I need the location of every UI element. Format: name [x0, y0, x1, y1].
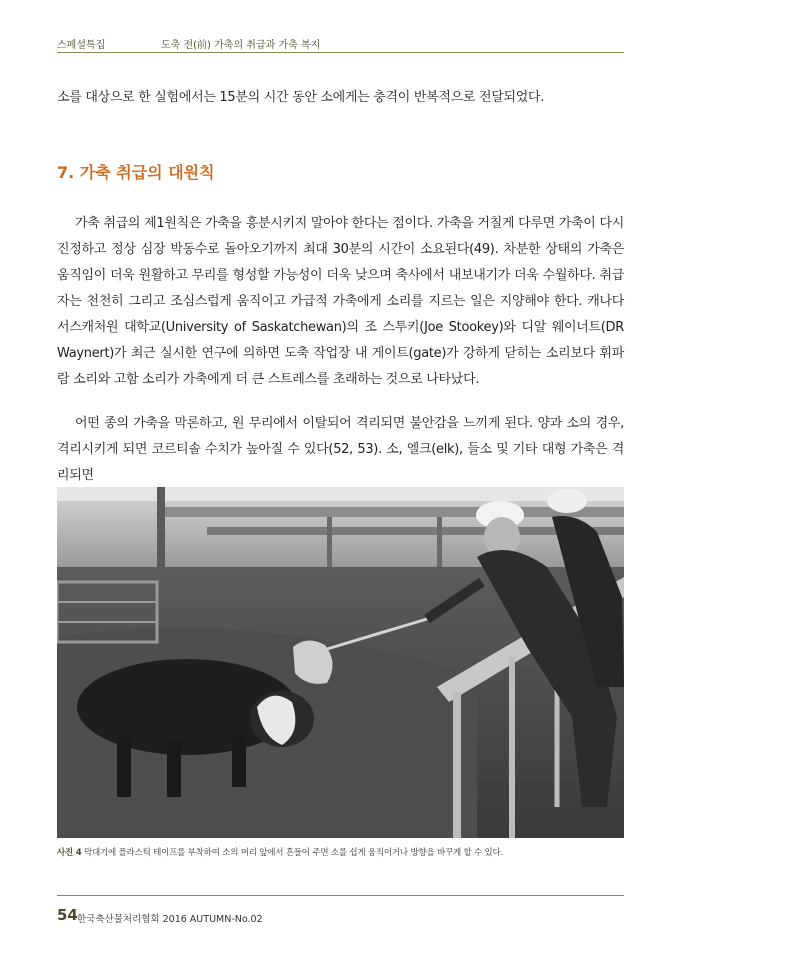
page-number: 54	[57, 906, 78, 924]
page-header	[57, 34, 624, 52]
footer-divider	[57, 895, 624, 896]
section-heading: 7. 가축 취급의 대원칙	[57, 163, 215, 182]
photo-cattle-handling	[57, 487, 624, 838]
header-divider	[57, 52, 624, 53]
intro-paragraph: 소를 대상으로 한 실험에서는 15분의 시간 동안 소에게는 충격이 반복적으로 전달되었다.	[57, 90, 545, 105]
photo-caption	[57, 846, 624, 858]
body-paragraph-1: 가축 취급의 제1원칙은 가축을 흥분시키지 말아야 한다는 점이다. 가축을 거칠게 다루면 가축이 다시 진정하고 정상 심장 박동수로 돌아오기까지 최대 30분의 시간이 소요된다(49). 차분한 상태의 가축은 움직임이 더욱 원활하고 무리를 형성할 가능성이 더욱 낮으며 축사에서 내보내기가 더욱 수월하다. 취급자는 천천히 그리고 조심스럽게 움직이고 가급적 가축에게 소리를 지르는 일은 지양해야 한다. 캐나다 서스캐처원 대학교(University of Saskatchewan)의 조 스투키(Joe Stookey)와 디알 웨이너트(DR Waynert)가 최근 실시한 연구에 의하면 도축 작업장 내 게이트(gate)가 강하게 닫히는 소리보다 휘파람 소리와 고함 소리가 가축에게 더 큰 스트레스를 초래하는 것으로 나타났다.	[57, 216, 624, 387]
caption-label: 사진 4	[57, 848, 82, 858]
body-paragraph-2: 어떤 종의 가축을 막론하고, 원 무리에서 이탈되어 격리되면 불안감을 느끼게 된다. 양과 소의 경우, 격리시키게 되면 코르티솔 수치가 높아질 수 있다(52, 53). 소, 엘크(elk), 들소 및 기타 대형 가축은 격리되면	[57, 416, 624, 483]
caption-text: 막대기에 플라스틱 테이프를 부착하여 소의 머리 앞에서 흔들어 주면 소를 쉽게 움직이거나 방향을 바꾸게 할 수 있다.	[84, 848, 504, 858]
publication-info: 한국축산물처리협회 2016 AUTUMN-No.02	[77, 914, 263, 925]
header-section-label: 스페셜특집	[57, 40, 106, 51]
header-article-title: 도축 전(前) 가축의 취급과 가축 복지	[161, 40, 321, 51]
photo-illustration	[57, 487, 624, 838]
